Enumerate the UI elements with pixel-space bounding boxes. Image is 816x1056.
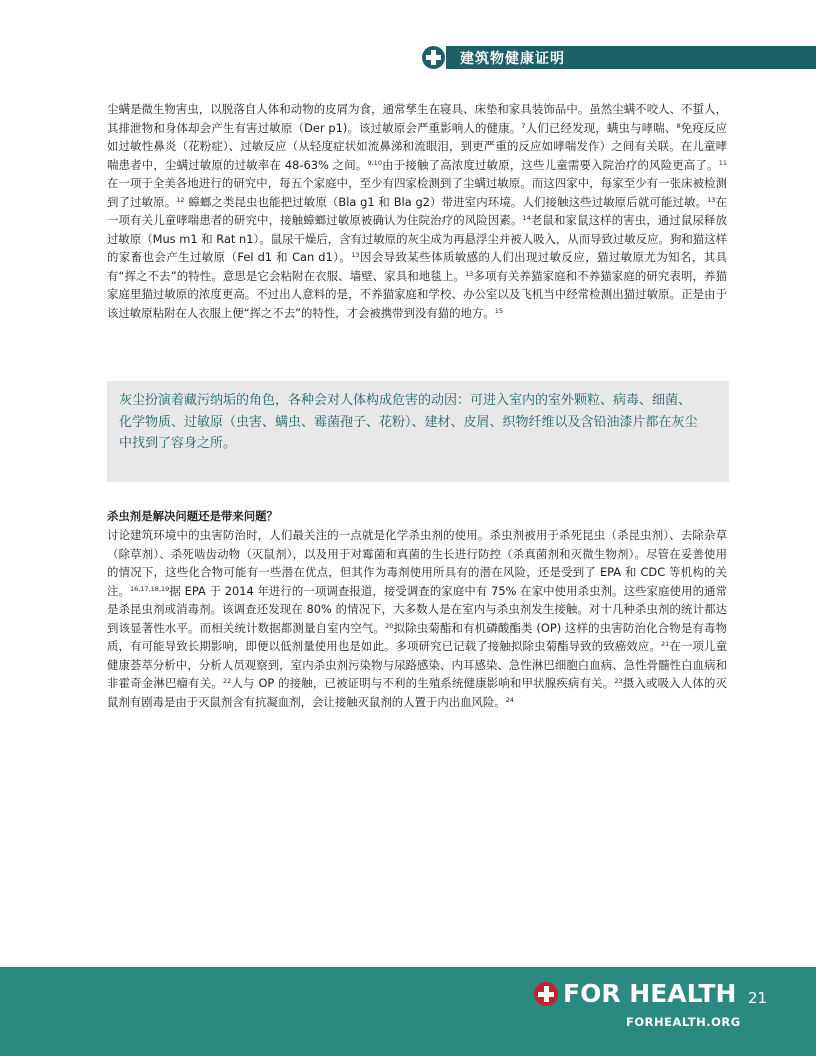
text: 在一项有关儿童哮喘患者的研究中，接触蟑螂过敏原被确认为住院治疗的风险因素。 [107, 194, 727, 227]
footer-bar [0, 967, 816, 1056]
citation: 12 [176, 195, 185, 204]
text: 老鼠和家鼠这样的害虫，通过鼠尿释放过敏原（Mus m1 和 Rat n1）。鼠尿干燥后，含有过敏原的灰尘成为再悬浮尘并被人吸入，从而导致过敏反应。狗和猫这样的家畜也会产生过敏原（Fel d1 和 Can d1）。 [107, 213, 727, 264]
citation: 22 [222, 677, 232, 685]
citation: 14 [522, 214, 531, 222]
plus-icon-bar-vertical [544, 986, 549, 1002]
section-heading-pesticides: 杀虫剂是解决问题还是带来问题？ [107, 509, 278, 523]
text: 拟除虫菊酯和有机磷酸酯类 (OP) 这样的虫害防治化合物是有毒物质，有可能导致长期影响，即便以低剂量使用也是如此。多项研究已记载了接触拟除虫菊酯导致的致癌效应。 [107, 620, 727, 653]
citation: 13 [465, 269, 474, 278]
header-title: 建筑物健康证明 [460, 51, 565, 67]
plus-icon-bar-vertical [431, 50, 436, 65]
header-bar [446, 46, 816, 69]
text: 摄入或吸入人体的灭鼠剂有剧毒是由于灭鼠剂含有抗凝血剂，会让接触灭鼠剂的人置于内出血风险。 [107, 676, 727, 709]
citation: 23 [614, 677, 623, 685]
text: 免疫反应如过敏性鼻炎（花粉症）、过敏反应（从轻度症状如流鼻涕和流眼泪，到更严重的反应如哮喘发作）之间有关联。在儿童哮喘患者中，尘螨过敏原的过敏率在 48-63% 之间。 [107, 120, 727, 172]
text: 讨论建筑环境中的虫害防治时，人们最关注的一点就是化学杀虫剂的使用。杀虫剂被用于杀死昆虫（杀昆虫剂）、去除杂草（除草剂）、杀死啮齿动物（灭鼠剂），以及用于对霉菌和真菌的生长进行防控（杀真菌剂和灭微生物剂）。尽管在妥善使用的情况下，这些化合物可能有一些潜在优点，但其作为毒剂使用所具有的潜在风险，还是受到了 EPA 和 CDC 等机构的关注。 [107, 528, 727, 598]
text: 蟑螂之类昆虫也能把过敏原（Bla g1 和 Bla g2）带进室内环境。人们接触这些过敏原后就可能过敏。 [184, 194, 708, 209]
text: 据 EPA 于 2014 年进行的一项调查报道，接受调查的家庭中有 75% 在家中使用杀虫剂。这些家庭使用的通常是杀昆虫剂或消毒剂。该调查还发现在 80% 的情况下，大多数人是在室内与杀虫剂发生接触。对十几种杀虫剂的统计都达到该显著性水平。而相关统计数据都测量自室内空气。 [107, 583, 727, 635]
citation: 21 [660, 640, 670, 648]
citation: 13 [707, 195, 716, 204]
footer-url-link[interactable]: FORHEALTH.ORG [626, 1015, 741, 1029]
text: 尘螨是微生物害虫，以脱落自人体和动物的皮屑为食，通常孳生在寝具、床垫和家具装饰品中。虽然尘螨不咬人、不蜇人，其排泄物和身体却会产生有害过敏原（Der p1)。该过敏原会严重影响人的健康。 [107, 102, 727, 135]
text: 人们已经发现，螨虫与哮喘、 [525, 120, 677, 135]
header-plus-icon [422, 46, 445, 69]
text: 人与 OP 的接触，已被证明与不利的生殖系统健康影响和甲状腺疾病有关。 [231, 676, 615, 690]
citation: 16,17,18,19 [130, 584, 170, 593]
pull-quote-text: 灰尘扮演着藏污纳垢的角色，各种会对人体构成危害的动因：可进入室内的室外颗粒、病毒、细菌、化学物质、过敏原（虫害、螨虫、霉菌孢子、花粉）、建材、皮屑、织物纤维以及含铅油漆片都在灰尘中找到了容身之所。 [119, 393, 698, 451]
text: 在一项儿童健康荟萃分析中，分析人员观察到，室内杀虫剂污染物与尿路感染、内耳感染、急性淋巴细胞白血病、急性骨髓性白血病和非霍奇金淋巴瘤有关。 [107, 639, 727, 690]
page-number: 21 [748, 989, 768, 1007]
citation: 8 [676, 121, 681, 130]
text: 因会导致某些体质敏感的人们出现过敏反应，猫过敏原尤为知名，其具有“挥之不去”的特性。意思是它会粘附在衣服、墙壁、家具和地毯上。 [107, 250, 727, 283]
pull-quote-callout [107, 381, 729, 482]
citation: 11 [718, 158, 727, 167]
citation: 7 [521, 121, 526, 130]
citation: 20 [385, 621, 394, 630]
footer-brand: FOR HEALTH [563, 979, 737, 1008]
citation: 24 [505, 695, 514, 704]
paragraph-dust-mites-allergens [107, 100, 727, 322]
citation: 9,10 [367, 158, 382, 167]
citation: 15 [494, 306, 503, 315]
text: 多项有关养猫家庭和不养猫家庭的研究表明，养猫家庭里猫过敏原的浓度更高。不过出人意料的是，不养猫家庭和学校、办公室以及飞机当中经常检测出猫过敏原。正是由于该过敏原粘附在人衣服上便“挥之不去”的特性，才会被携带到没有猫的地方。 [107, 268, 727, 320]
paragraph-pesticides [107, 526, 727, 711]
citation: 13 [351, 251, 360, 259]
text: 在一项于全美各地进行的研究中，每五个家庭中，至少有四家检测到了尘螨过敏原。而这四家中，每家至少有一张床被检测到了过敏原。 [107, 176, 727, 209]
footer-plus-icon [534, 982, 558, 1006]
text: 由于接触了高浓度过敏原，这些儿童需要入院治疗的风险更高了。 [381, 157, 719, 172]
